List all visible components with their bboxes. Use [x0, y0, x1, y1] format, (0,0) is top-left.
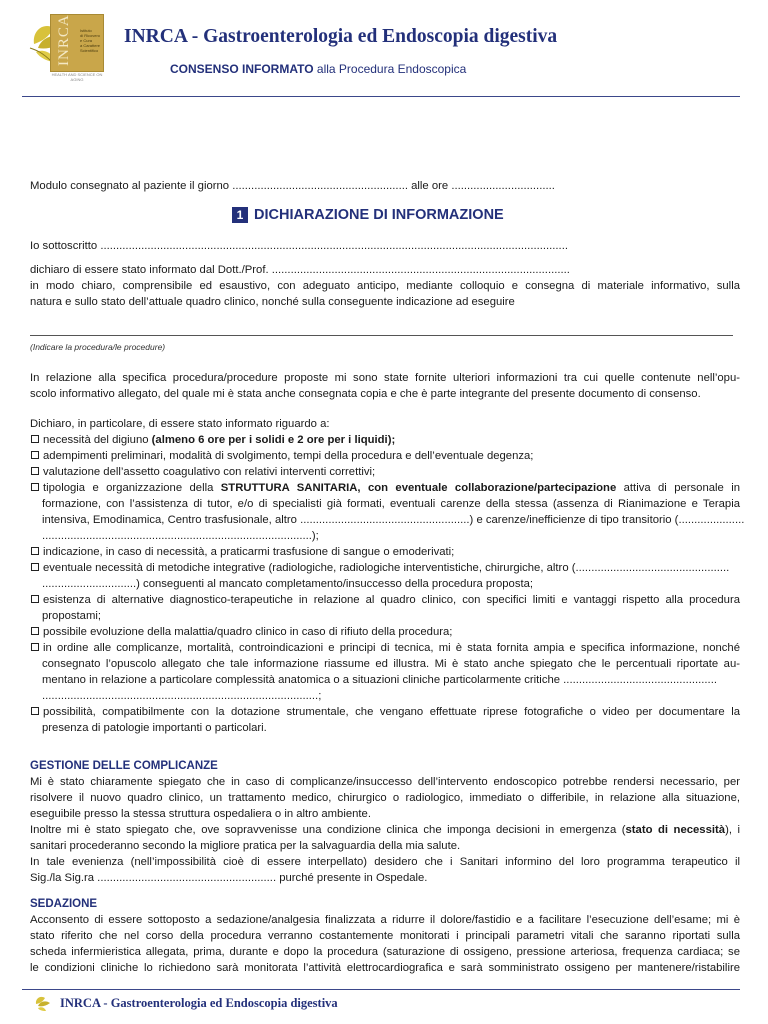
list-item: necessità del digiuno (almeno 6 ore per i solidi e 2 ore per i liquidi);	[30, 432, 740, 448]
list-item: possibile evoluzione della malattia/quadro clinico in caso di rifiuto della procedura;	[30, 624, 740, 640]
checkbox-icon	[31, 627, 39, 635]
checkbox-icon	[31, 563, 39, 571]
delivery-date-line: Modulo consegnato al paziente il giorno ........................................................ alle ore .................................	[30, 180, 555, 192]
further-info-paragraph: In relazione alla specifica procedura/procedure proposte mi sono state fornite ulteriori informazioni tra cui quelle contenute nell’opu- scolo informativo allegato, del quale mi è stata anche consegnata copia e che è parte integrante del presente documento di consenso.	[30, 372, 740, 400]
checkbox-icon	[31, 451, 39, 459]
declaration-list	[30, 416, 745, 736]
declaration-intro: Dichiaro, in particolare, di essere stato informato riguardo a:	[30, 418, 330, 430]
checkbox-icon	[31, 595, 39, 603]
footer-title: INRCA - Gastroenterologia ed Endoscopia digestiva	[60, 996, 338, 1010]
checkbox-icon	[31, 483, 39, 491]
list-item: adempimenti preliminari, modalità di svolgimento, tempi della procedura e dell’eventuale degenza;	[30, 448, 740, 464]
section-heading	[232, 206, 504, 224]
section-title: DICHIARAZIONE DI INFORMAZIONE	[254, 207, 504, 223]
page-title: INRCA - Gastroenterologia ed Endoscopia digestiva	[124, 26, 558, 47]
checkbox-icon	[31, 707, 39, 715]
checkbox-icon	[31, 643, 39, 651]
inrca-logo	[28, 12, 104, 90]
procedure-note: (Indicare la procedura/le procedure)	[30, 342, 166, 352]
procedure-fill-line	[30, 335, 733, 336]
leaf-logo-icon	[34, 994, 54, 1012]
sedation-paragraph: Acconsento di essere sottoposto a sedazione/analgesia finalizzata a ridurre il dolore/fastidio e a facilitare l’esecuzione dell’esame; mi è stato riferito che nel corso della procedura verranno costantemente monitorati i principali parametri vitali che saranno riportati sulla scheda infermieristica allegata, prima, durante e dopo la procedura (saturazione di ossigeno, pressione arteriosa, frequenza cardiaca; se le condizioni cliniche lo richiedono sarà monitorata l’attività elettrocardiografica e sarà somministrato ossigeno per mantenere/ristabilire	[30, 914, 740, 974]
list-item: esistenza di alternative diagnostico-terapeutiche in relazione al quadro clinico, con specifici limiti e vantaggi rispetto alla procedura propostami;	[30, 592, 740, 624]
list-item: eventuale necessità di metodiche integrative (radiologiche, radiologiche interventistiche, chirurgiche, altro (................................................. ..............................) conseguenti al mancato completamento/insuccesso della procedura proposta;	[30, 560, 740, 592]
logo-institute-text: Istituto di Ricovero e Cura a Carattere Scientifico	[80, 28, 101, 53]
logo-brand-text: INRCA	[56, 14, 72, 66]
logo-tagline: HEALTH AND SCIENCE ON AGING	[51, 72, 103, 82]
signer-line: Io sottoscritto .....................................................................................................................................................	[30, 240, 568, 252]
list-item: indicazione, in caso di necessità, a praticarmi trasfusione di sangue o emoderivati;	[30, 544, 740, 560]
page-subtitle: CONSENSO INFORMATO alla Procedura Endoscopica	[170, 62, 467, 76]
checkbox-icon	[31, 467, 39, 475]
list-item: in ordine alle complicanze, mortalità, controindicazioni e principi di tecnica, mi è stata fornita ampia e specifica informazione, nonché consegnato l’opuscolo allegato che tale informazione riassume ed illustra. Mi è stato anche spiegato che le percentuali riportate au- mentano in relazione a particolare complessità anatomica o a situazioni cliniche particolarmente critiche ................................................. ........................................................................................;	[30, 640, 740, 704]
section-number: 1	[232, 207, 248, 223]
checkbox-icon	[31, 547, 39, 555]
header-divider	[22, 96, 740, 97]
complications-heading: GESTIONE DELLE COMPLICANZE	[30, 760, 218, 772]
list-item: possibilità, compatibilmente con la dotazione strumentale, che vengano effettuate riprese fotografiche o video per documentare la presenza di patologie importanti o particolari.	[30, 704, 740, 736]
checkbox-icon	[31, 435, 39, 443]
footer-divider	[22, 989, 740, 990]
list-item: valutazione dell’assetto coagulativo con relativi interventi correttivi;	[30, 464, 740, 480]
sedation-heading: SEDAZIONE	[30, 898, 98, 910]
list-item: tipologia e organizzazione della STRUTTURA SANITARIA, con eventuale collaborazione/partecipazione attiva di personale in formazione, con l’assistenza di tutor, e/o di specialisti già formati, eventuali carenze della stessa (assenza di Rianimazione e Terapia intensiva, Emodinamica, Centro trasfusionale, altro ......................................................) e carenze/inefficienze di tipo transitorio (..................... ......................................................................................);	[30, 480, 740, 544]
informed-paragraph: dichiaro di essere stato informato dal Dott./Prof. ............................................................................................... in modo chiaro, comprensibile ed esaustivo, con adeguato anticipo, mediante colloquio e consegna di materiale informativo, sulla natura e sullo stato dell’attuale quadro clinico, nonché sulla conseguente indicazione ad eseguire	[30, 264, 740, 308]
complications-paragraph: Mi è stato chiaramente spiegato che in caso di complicanze/insuccesso dell’intervento endoscopico potrebbe rendersi necessario, per risolvere il nuovo quadro clinico, un trattamento medico, chirurgico o radiologico, immediato o differibile, in relazione alla situazione, eseguibile presso la stessa struttura ospedaliera o in altro ambiente. Inoltre mi è stato spiegato che, ove sopravvenisse una condizione clinica che imponga decisioni in emergenza (stato di necessità), i sanitari procederanno secondo la migliore pratica per la salvaguardia della mia salute. In tale evenienza (nell’impossibilità cioè di essere interpellato) desidero che i Sanitari informino del loro programma terapeutico il Sig./la Sig.ra ......................................................... purché presente in Ospedale.	[30, 776, 740, 884]
